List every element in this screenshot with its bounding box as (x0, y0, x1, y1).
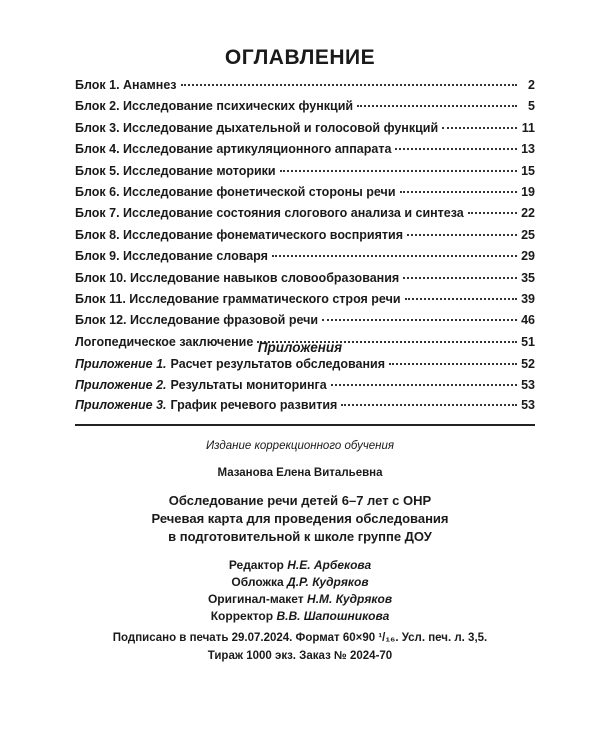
credit-name: В.В. Шапошникова (276, 609, 390, 623)
toc-entry-label: Блок 6. Исследование фонетической стороны речи (75, 184, 396, 199)
appendix-title: Приложения (257, 340, 343, 355)
toc-entry-label: Блок 3. Исследование дыхательной и голосовой функций (75, 120, 439, 135)
toc-entry (75, 164, 535, 185)
appendix-entry-prefix: Приложение 2. (75, 377, 167, 392)
toc-entry-page: 15 (521, 163, 535, 178)
appendix-entry (75, 378, 535, 399)
credit-line (0, 609, 600, 626)
credit-role: Оригинал-макет (207, 592, 304, 606)
toc-entry-page: 39 (521, 291, 535, 306)
divider-rule (75, 424, 535, 426)
toc-entry (75, 206, 535, 227)
toc-entry-page: 2 (528, 78, 535, 92)
appendix-entry-page: 53 (521, 377, 535, 392)
toc-entry-page: 13 (521, 142, 535, 157)
book-title: Обследование речи детей 6–7 лет с ОНР (168, 493, 432, 508)
edition-line: Издание коррекционного обучения (205, 440, 395, 452)
dot-leader (400, 191, 517, 193)
toc-entry-page: 11 (521, 120, 535, 135)
toc-entry (75, 99, 535, 120)
toc-title: ОГЛАВЛЕНИЕ (224, 46, 376, 69)
credit-name: Н.М. Кудряков (307, 592, 393, 606)
dot-leader (442, 127, 517, 129)
dot-leader (280, 170, 517, 172)
credit-name: Н.Е. Арбекова (287, 558, 372, 572)
appendix-list (75, 357, 535, 419)
toc-entry (75, 142, 535, 163)
toc-entry (75, 249, 535, 270)
dot-leader (403, 277, 517, 279)
toc-list (75, 78, 535, 356)
toc-entry-label: Блок 1. Анамнез (75, 78, 177, 92)
toc-entry (75, 292, 535, 313)
toc-entry-label: Блок 12. Исследование фразовой речи (75, 313, 319, 328)
toc-entry-page: 29 (521, 249, 535, 264)
toc-entry-label: Блок 2. Исследование психических функций (75, 99, 354, 114)
print-details-line-1: Подписано в печать 29.07.2024. Формат 60×90 ¹/₁₆. Усл. печ. л. 3,5. (112, 632, 488, 644)
dot-leader (322, 319, 517, 321)
dot-leader (395, 148, 517, 150)
dot-leader (468, 212, 517, 214)
toc-entry-label: Блок 11. Исследование грамматического строя речи (75, 291, 401, 306)
appendix-entry (75, 398, 535, 419)
toc-entry-page: 51 (521, 334, 535, 349)
toc-entry (75, 78, 535, 99)
toc-entry-label: Логопедическое заключение (75, 334, 254, 349)
appendix-entry-label: Расчет результатов обследования (170, 357, 386, 371)
credit-role: Редактор (228, 558, 284, 572)
appendix-entry-page: 53 (521, 398, 535, 412)
toc-entry-page: 19 (521, 184, 535, 199)
toc-entry (75, 121, 535, 142)
dot-leader (341, 404, 517, 406)
dot-leader (389, 363, 517, 365)
dot-leader (181, 84, 517, 86)
credit-line (0, 592, 600, 609)
toc-entry-label: Блок 7. Исследование состояния слогового анализа и синтеза (75, 206, 464, 221)
toc-entry-label: Блок 4. Исследование артикуляционного аппарата (75, 142, 392, 157)
dot-leader (331, 384, 517, 386)
appendix-entry-label: Результаты мониторинга (170, 377, 327, 392)
toc-entry-page: 25 (521, 227, 535, 242)
appendix-entry-page: 52 (521, 357, 535, 371)
credit-line (0, 575, 600, 592)
toc-entry-page: 46 (521, 313, 535, 328)
toc-entry (75, 185, 535, 206)
book-subtitle-line-2: в подготовительной к школе группе ДОУ (168, 529, 432, 544)
credit-name: Д.Р. Кудряков (287, 575, 369, 589)
appendix-entry-prefix: Приложение 3. (75, 398, 167, 412)
credits-block (0, 558, 600, 626)
toc-entry-page: 35 (521, 270, 535, 285)
toc-entry (75, 228, 535, 249)
book-subtitle-line-1: Речевая карта для проведения обследования (151, 511, 449, 526)
toc-entry-label: Блок 9. Исследование словаря (75, 249, 268, 264)
credit-role: Корректор (210, 609, 274, 623)
toc-entry-label: Блок 8. Исследование фонематического восприятия (75, 227, 404, 242)
appendix-entry (75, 357, 535, 378)
appendix-entry-label: График речевого развития (170, 398, 338, 412)
dot-leader (407, 234, 517, 236)
appendix-entry-prefix: Приложение 1. (75, 357, 167, 371)
toc-entry (75, 271, 535, 292)
print-details-line-2: Тираж 1000 экз. Заказ № 2024-70 (207, 650, 393, 662)
dot-leader (357, 105, 517, 107)
credit-line (0, 558, 600, 575)
author-name: Мазанова Елена Витальевна (217, 467, 383, 479)
toc-entry-label: Блок 5. Исследование моторики (75, 163, 276, 178)
toc-entry-label: Блок 10. Исследование навыков словообразования (75, 270, 400, 285)
toc-entry-page: 5 (528, 99, 535, 114)
dot-leader (405, 298, 517, 300)
toc-entry-page: 22 (521, 206, 535, 221)
credit-role: Обложка (231, 575, 284, 589)
dot-leader (272, 255, 517, 257)
toc-entry (75, 313, 535, 334)
